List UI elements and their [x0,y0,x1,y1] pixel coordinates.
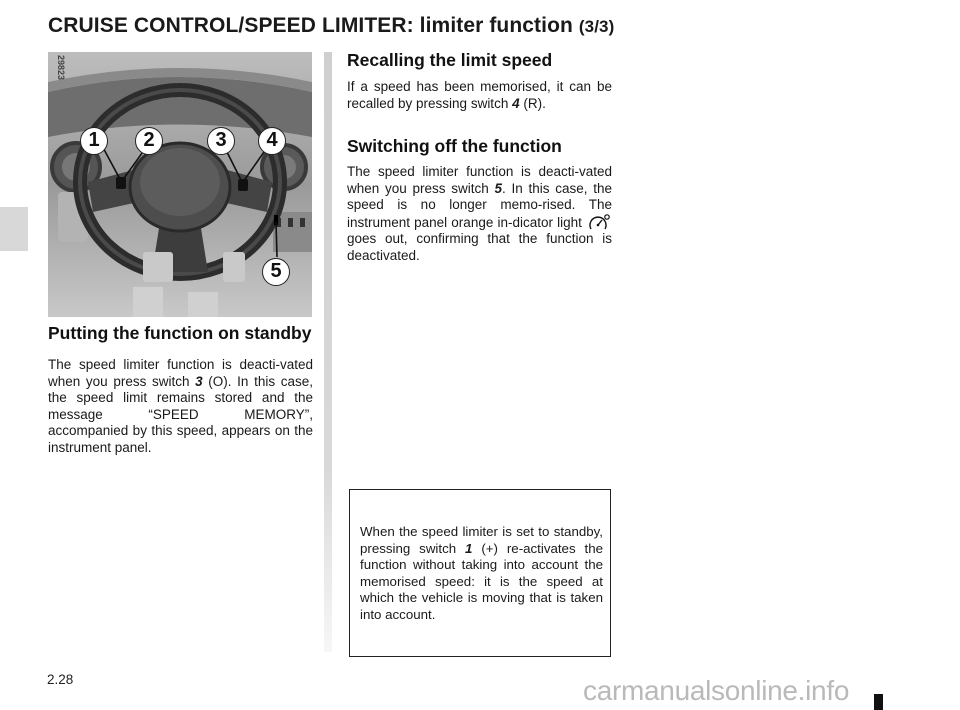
watermark: carmanualsonline.info [583,675,850,706]
switch-ref-4: 4 [512,95,520,111]
switch-ref-5: 5 [494,180,503,196]
switch-ref-3: 3 [195,373,203,389]
section-standby [48,323,313,456]
note-box [349,489,611,657]
page-title [48,14,614,38]
steering-wheel-photo [48,52,312,317]
page-number: 2.28 [47,672,74,687]
section-tab [0,207,28,251]
callout-4: 4 [258,127,286,155]
title-text: CRUISE CONTROL/SPEED LIMITER: limiter function [48,14,573,37]
switch-ref-1: 1 [465,540,473,556]
callout-1: 1 [80,127,108,155]
recall-text: If a speed has been memorised, it can be recalled by pressing switch 4 (R). [347,79,612,111]
standby-heading: Putting the function on standby [48,323,312,343]
title-part: (3/3) [578,17,615,36]
callout-5: 5 [262,258,290,286]
switch-off-heading: Switching off the function [347,136,562,156]
recall-heading: Recalling the limit speed [347,50,553,70]
speed-limiter-indicator-icon [588,214,610,231]
note-text: When the speed limiter is set to standby, pressing switch 1 (+) re-activates the function without taking into account the memorised speed: it is the speed at which the vehicle is moving that is taken into account. [360,524,603,622]
callout-3: 3 [207,127,235,155]
standby-text: The speed limiter function is deacti-vated when you press switch 3 (O). In this case, the speed limit remains stored and the message “SPEED MEMORY”, accompanied by this speed, appears on the instrument panel. [48,357,314,455]
corner-mark [874,694,883,710]
section-switch-off [347,136,612,264]
switch-off-text: The speed limiter function is deacti-vated when you press switch 5. In this case, the speed is no longer memo-rised. The instrument panel orange in-dicator light goes out, confirming that the function is deactivated. [347,164,612,263]
callout-2: 2 [135,127,163,155]
section-recall [347,50,612,112]
photo-reference: 29823 [56,55,66,81]
column-divider [324,52,332,652]
